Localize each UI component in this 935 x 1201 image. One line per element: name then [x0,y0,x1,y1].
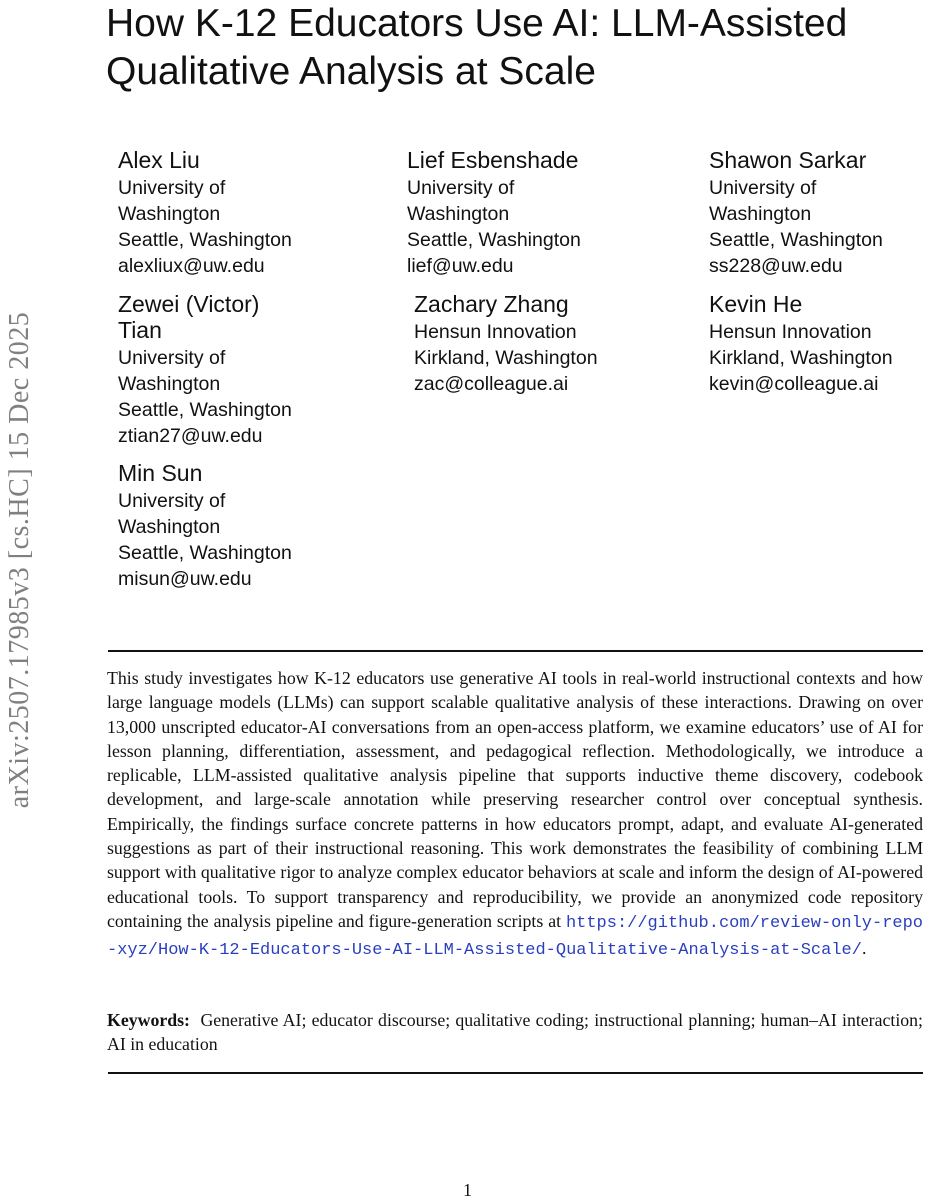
author-location: Seattle, Washington [118,542,292,564]
author-block-lief-esbenshade [407,145,581,279]
keywords [107,1008,923,1057]
author-affiliation-line: University of [407,177,515,199]
author-block-zachary-zhang [414,289,598,397]
abstract-bottom-rule [108,1072,923,1074]
author-name: Alex Liu [118,147,200,173]
author-location: Seattle, Washington [118,229,292,251]
author-block-zewei-tian [118,289,292,449]
paper-title-line-1: How K-12 Educators Use AI: LLM-Assisted [106,2,848,45]
author-name: Zachary Zhang [414,291,569,317]
paper-title-line-2: Qualitative Analysis at Scale [106,50,596,93]
page-number: 1 [463,1180,472,1200]
paper-title [106,0,935,96]
author-affiliation-line: Washington [118,203,221,225]
author-name-line: Tian [118,317,162,343]
author-name: Kevin He [709,291,803,317]
author-block-kevin-he [709,289,893,397]
author-location: Seattle, Washington [709,229,883,251]
author-block-alex-liu [118,145,292,279]
author-name: Min Sun [118,460,203,486]
author-location: Seattle, Washington [407,229,581,251]
repository-link[interactable]: https://github.com/review-only-repo-xyz/How-K-12-Educators-Use-AI-LLM-Assisted-Qualitative-Analysis-at-Scale/ [107,913,923,961]
author-affiliation-line: Washington [407,203,510,225]
author-affiliation-line: Hensun Innovation [709,321,872,343]
author-affiliation-line: Washington [709,203,812,225]
abstract-end: . [861,938,867,959]
author-affiliation-line: Hensun Innovation [414,321,577,343]
author-email[interactable]: ztian27@uw.edu [118,425,263,447]
author-block-min-sun [118,458,292,592]
author-affiliation-line: University of [118,347,226,369]
author-location: Kirkland, Washington [709,347,893,369]
abstract-top-rule [108,650,923,652]
abstract-text: This study investigates how K-12 educators use generative AI tools in real-world instructional contexts and how large language models (LLMs) can support scalable qualitative analysis of these interactions. Drawing on over 13,000 unscripted educator-AI conversations from an open-access platform, we examine educators’ use of AI for lesson planning, differentiation, assessment, and pedagogical reflection. Methodologically, we introduce a replicable, LLM-assisted qualitative analysis pipeline that supports inductive theme discovery, codebook development, and large-scale annotation while preserving researcher control over conceptual synthesis. Empirically, the findings surface concrete patterns in how educators prompt, adapt, and evaluate AI-generated suggestions as part of their instructional reasoning. This work demonstrates the feasibility of combining LLM support with qualitative rigor to analyze complex educator behaviors at scale and inform the design of AI-powered educational tools. To support transparency and reproducibility, we provide an anonymized code repository containing the analysis pipeline and figure-generation scripts at [107,668,923,931]
author-email[interactable]: lief@uw.edu [407,255,514,277]
author-email[interactable]: ss228@uw.edu [709,255,843,277]
arxiv-identifier-text: arXiv:2507.17985v3 [cs.HC] 15 Dec 2025 [4,311,35,809]
author-block-shawon-sarkar [709,145,883,279]
author-name-line: Zewei (Victor) [118,291,260,317]
author-email[interactable]: kevin@colleague.ai [709,373,879,395]
author-affiliation-line: Washington [118,373,221,395]
abstract [107,666,923,964]
arxiv-identifier-stamp [0,240,40,880]
author-affiliation-line: University of [709,177,817,199]
author-location: Kirkland, Washington [414,347,598,369]
author-name: Lief Esbenshade [407,147,579,173]
keywords-label: Keywords: [107,1010,190,1030]
author-email[interactable]: misun@uw.edu [118,568,252,590]
author-location: Seattle, Washington [118,399,292,421]
author-affiliation-line: University of [118,490,226,512]
author-affiliation-line: University of [118,177,226,199]
author-affiliation-line: Washington [118,516,221,538]
author-name: Shawon Sarkar [709,147,867,173]
author-email[interactable]: alexliux@uw.edu [118,255,265,277]
keywords-text: Generative AI; educator discourse; qualitative coding; instructional planning; human–AI interaction; AI in education [107,1010,923,1055]
author-email[interactable]: zac@colleague.ai [414,373,569,395]
